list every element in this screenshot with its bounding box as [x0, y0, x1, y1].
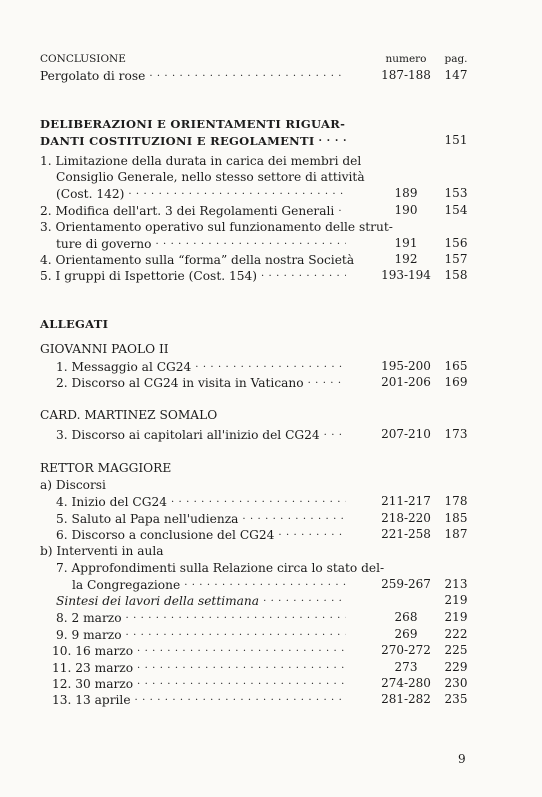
entry-page: 225 [444, 643, 468, 657]
section-heading-text: CONCLUSIONE [40, 53, 126, 65]
entry-page: 178 [444, 494, 468, 508]
allegato-item-1 [56, 359, 350, 375]
day-item [52, 676, 350, 692]
dot-leader [155, 236, 346, 248]
entry-title: 2. Modifica dell'art. 3 dei Regolamenti Generali [40, 204, 335, 218]
day-item [56, 627, 350, 643]
dot-leader [137, 643, 346, 655]
entry-page: 173 [444, 427, 468, 441]
subsection-discorsi: a) Discorsi [40, 478, 106, 492]
toc-entry [40, 68, 350, 84]
entry-page: 157 [444, 252, 468, 266]
entry-numero: 221-258 [381, 527, 431, 541]
allegato-item-6 [56, 527, 350, 543]
delib-item-1-line2: Consiglio Generale, nello stesso settore di attività [56, 170, 365, 184]
delib-title-line1: DELIBERAZIONI E ORIENTAMENTI RIGUAR- [40, 117, 346, 131]
delib-item-2 [40, 203, 350, 219]
entry-title: 4. Orientamento sulla “forma” della nostra Società [40, 253, 355, 267]
dot-leader [319, 133, 346, 145]
entry-page: 158 [444, 268, 468, 282]
column-header-numero: numero [385, 53, 427, 65]
dot-leader [278, 527, 346, 539]
dot-leader [128, 186, 346, 198]
dot-leader [263, 593, 346, 605]
entry-title: 13. 13 aprile [52, 693, 131, 707]
entry-page: 235 [444, 692, 468, 706]
delib-item-3-line2 [56, 236, 350, 252]
entry-numero: 269 [394, 627, 418, 641]
entry-page: 213 [444, 577, 468, 591]
entry-numero: 207-210 [381, 427, 431, 441]
allegato-item-7-line1: 7. Approfondimenti sulla Relazione circa lo stato del- [56, 561, 385, 575]
dot-leader [324, 427, 346, 439]
dot-leader [338, 203, 346, 215]
dot-leader [184, 577, 346, 589]
delib-title-line2 [40, 133, 350, 149]
delib-title-page: 151 [444, 133, 468, 147]
dot-leader [137, 660, 346, 672]
entry-title: 4. Inizio del CG24 [56, 495, 167, 509]
entry-numero: 273 [394, 660, 418, 674]
delib-item-1-line3 [56, 186, 350, 202]
entry-page: 153 [444, 186, 468, 200]
allegati-title: ALLEGATI [40, 317, 109, 331]
entry-title: 1. Messaggio al CG24 [56, 360, 192, 374]
entry-numero: 190 [394, 203, 418, 217]
dot-leader [137, 676, 346, 688]
entry-numero: 270-272 [381, 643, 431, 657]
entry-page: 185 [444, 511, 468, 525]
entry-title: 5. Saluto al Papa nell'udienza [56, 512, 239, 526]
dot-leader [195, 359, 346, 371]
day-item [52, 692, 350, 708]
entry-numero: 189 [394, 186, 418, 200]
entry-title: Sintesi dei lavori della settimana [56, 594, 260, 608]
entry-numero: 201-206 [381, 375, 431, 389]
entry-numero: 274-280 [381, 676, 431, 690]
entry-title: 8. 2 marzo [56, 611, 122, 625]
entry-title: 10. 16 marzo [52, 644, 134, 658]
entry-numero: 192 [394, 252, 418, 266]
dot-leader [135, 692, 346, 704]
entry-numero: 281-282 [381, 692, 431, 706]
entry-numero: 191 [394, 236, 418, 250]
entry-title: 5. I gruppi di Ispettorie (Cost. 154) [40, 269, 257, 283]
entry-title: la Congregazione [72, 578, 181, 592]
dot-leader [126, 627, 346, 639]
column-header-pag: pag. [444, 53, 468, 65]
allegato-item-3 [56, 427, 350, 443]
day-item [52, 660, 350, 676]
allegato-item-7-line2 [72, 577, 350, 593]
day-item [56, 610, 350, 626]
entry-page: 222 [444, 627, 468, 641]
entry-numero: 268 [394, 610, 418, 624]
dot-leader [261, 268, 346, 280]
entry-title: 2. Discorso al CG24 in visita in Vaticano [56, 376, 304, 390]
entry-numero: 187-188 [381, 68, 431, 82]
delib-item-5 [40, 268, 350, 284]
entry-page: 187 [444, 527, 468, 541]
entry-page: 230 [444, 676, 468, 690]
page-number: 9 [458, 752, 466, 766]
author-rettor-maggiore: RETTOR MAGGIORE [40, 461, 172, 475]
delib-title-text: DANTI COSTITUZIONI E REGOLAMENTI [40, 134, 315, 148]
delib-item-1-line1: 1. Limitazione della durata in carica dei membri del [40, 154, 362, 168]
entry-title: Pergolato di rose [40, 69, 146, 83]
entry-numero: 259-267 [381, 577, 431, 591]
author-card-martinez: CARD. MARTINEZ SOMALO [40, 408, 218, 422]
entry-title: 9. 9 marzo [56, 628, 122, 642]
entry-page: 219 [444, 610, 468, 624]
entry-title: (Cost. 142) [56, 187, 125, 201]
entry-numero: 211-217 [381, 494, 431, 508]
entry-page: 147 [444, 68, 468, 82]
entry-page: 156 [444, 236, 468, 250]
sintesi-heading [56, 593, 350, 609]
entry-title: 11. 23 marzo [52, 661, 134, 675]
day-item [52, 643, 350, 659]
entry-page: 219 [444, 593, 468, 607]
entry-numero: 195-200 [381, 359, 431, 373]
entry-title: ture di governo [56, 237, 152, 251]
entry-title: 6. Discorso a conclusione del CG24 [56, 528, 275, 542]
allegato-item-5 [56, 511, 350, 527]
delib-item-3-line1: 3. Orientamento operativo sul funzionamento delle strut- [40, 220, 393, 234]
author-giovanni-paolo: GIOVANNI PAOLO II [40, 342, 169, 356]
entry-title: 12. 30 marzo [52, 677, 134, 691]
entry-page: 229 [444, 660, 468, 674]
entry-page: 154 [444, 203, 468, 217]
entry-numero: 193-194 [381, 268, 431, 282]
delib-item-4 [40, 252, 355, 268]
dot-leader [308, 375, 346, 387]
dot-leader [171, 494, 346, 506]
subsection-interventi: b) Interventi in aula [40, 544, 164, 558]
section-heading [40, 52, 370, 67]
entry-page: 169 [444, 375, 468, 389]
dot-leader [126, 610, 346, 622]
dot-leader [242, 511, 346, 523]
entry-page: 165 [444, 359, 468, 373]
entry-numero: 218-220 [381, 511, 431, 525]
entry-title: 3. Discorso ai capitolari all'inizio del CG24 [56, 428, 320, 442]
dot-leader [149, 68, 346, 80]
allegato-item-2 [56, 375, 350, 391]
allegato-item-4 [56, 494, 350, 510]
